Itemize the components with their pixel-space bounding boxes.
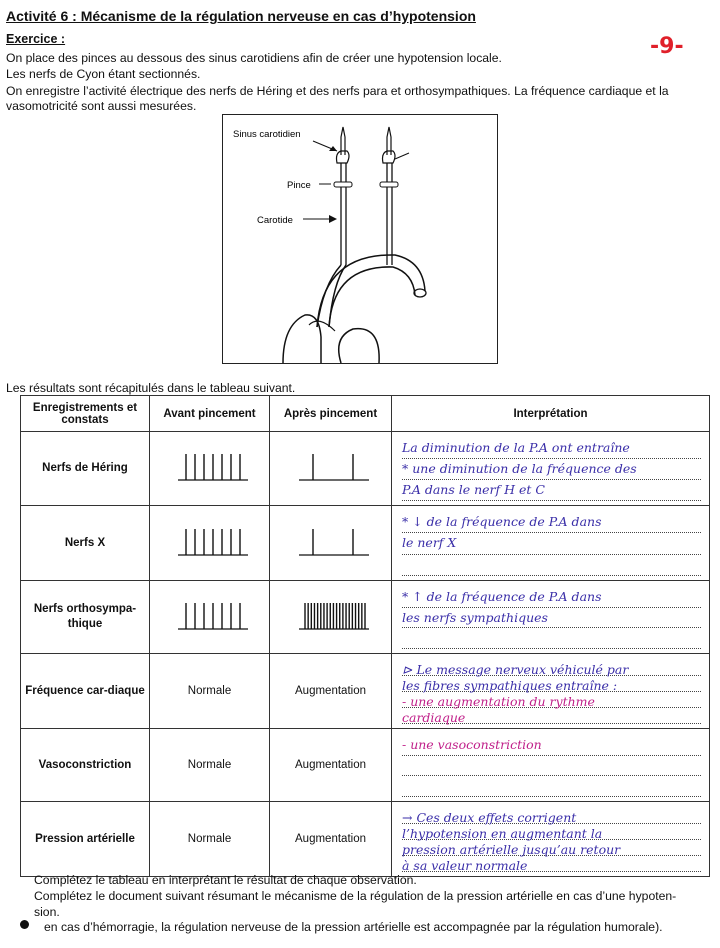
before-value: Normale	[187, 759, 232, 771]
after-spike-train	[281, 444, 381, 490]
page-number: -9-	[650, 34, 684, 59]
handwritten-answer: → Ces deux effets corrigent	[402, 810, 577, 825]
answer-line	[402, 500, 701, 501]
table-row	[21, 432, 710, 506]
table-row	[21, 729, 710, 802]
answer-line	[402, 532, 701, 533]
label-carotide: Carotide	[257, 215, 293, 226]
page-title: Activité 6 : Mécanisme de la régulation nerveuse en cas d’hypotension	[6, 8, 476, 24]
after-cell	[270, 432, 392, 506]
row-label: Vasoconstriction	[21, 729, 150, 802]
after-value: Augmentation	[295, 833, 366, 845]
answer-line	[402, 479, 701, 480]
handwritten-answer: * ↑ de la fréquence de P.A dans	[402, 589, 602, 604]
label-pince: Pince	[287, 180, 311, 191]
exercise-line-4: vasomotricité sont aussi mesurées.	[6, 99, 197, 113]
before-value: Normale	[187, 833, 232, 845]
before-cell	[150, 802, 270, 877]
footer-line-1: Complétez le tableau en interprétant le résultat de chaque observation.	[34, 873, 417, 887]
answer-line	[402, 627, 701, 628]
row-label: Nerfs X	[21, 506, 150, 581]
bullet-dot-icon	[20, 920, 29, 929]
results-table	[20, 395, 710, 877]
footer-line-2: Complétez le document suivant résumant le mécanisme de la régulation de la pression artérielle en cas d’une hypoten-	[34, 889, 677, 903]
answer-line	[402, 575, 701, 576]
before-value: Normale	[187, 685, 232, 697]
interpretation-cell	[392, 729, 710, 802]
answer-line	[402, 755, 701, 756]
after-spike-train	[281, 519, 381, 565]
table-row	[21, 802, 710, 877]
before-cell	[150, 729, 270, 802]
after-value: Augmentation	[295, 759, 366, 771]
row-label: Nerfs orthosympa-thique	[21, 581, 150, 654]
handwritten-answer: pression artérielle jusqu’au retour	[402, 842, 621, 857]
handwritten-answer: - une vasoconstriction	[402, 737, 542, 752]
exercise-line-2: Les nerfs de Cyon étant sectionnés.	[6, 67, 201, 81]
exercise-line-3: On enregistre l’activité électrique des nerfs de Héring et des nerfs para et orthosympathiques. La fréquence cardiaque et la	[6, 84, 669, 98]
handwritten-answer: les nerfs sympathiques	[402, 609, 548, 625]
answer-line	[402, 796, 701, 797]
answer-line	[402, 458, 701, 459]
before-spike-train	[160, 444, 260, 490]
answer-line	[402, 607, 701, 608]
results-intro: Les résultats sont récapitulés dans le tableau suivant.	[6, 381, 296, 395]
label-sinus: Sinus carotidien	[233, 129, 301, 140]
header-after: Après pincement	[270, 396, 392, 432]
interpretation-cell	[392, 506, 710, 581]
handwritten-answer: ⊳ Le message nerveux véhiculé par	[402, 662, 629, 677]
answer-line	[402, 648, 701, 649]
before-cell	[150, 654, 270, 729]
row-label: Pression artérielle	[21, 802, 150, 877]
footer-line-3: sion.	[34, 905, 60, 919]
answer-line	[402, 775, 701, 776]
handwritten-answer: le nerf X	[402, 535, 457, 551]
header-before: Avant pincement	[150, 396, 270, 432]
header-interpretation: Interprétation	[392, 396, 710, 432]
before-spike-train	[160, 519, 260, 565]
after-spike-train	[281, 593, 381, 639]
handwritten-answer: - une augmentation du rythme	[402, 694, 595, 709]
after-cell	[270, 729, 392, 802]
row-label: Fréquence car-diaque	[21, 654, 150, 729]
table-header-row	[21, 396, 710, 432]
before-cell	[150, 432, 270, 506]
carotid-figure	[222, 114, 498, 364]
footer-line-4: en cas d’hémorragie, la régulation nerveuse de la pression artérielle est accompagnée par la régulation humorale).	[44, 920, 663, 934]
handwritten-answer: * ↓ de la fréquence de P.A dans	[402, 514, 602, 529]
row-label: Nerfs de Héring	[21, 432, 150, 506]
after-value: Augmentation	[295, 685, 366, 697]
carotid-diagram	[223, 115, 497, 363]
after-cell	[270, 654, 392, 729]
handwritten-answer: les fibres sympathiques entraîne :	[402, 678, 618, 693]
handwritten-answer: cardiaque	[402, 710, 466, 725]
before-cell	[150, 506, 270, 581]
handwritten-answer: * une diminution de la fréquence des	[402, 461, 637, 476]
after-cell	[270, 581, 392, 654]
after-cell	[270, 506, 392, 581]
handwritten-answer: La diminution de la P.A ont entraîne	[402, 440, 630, 455]
table-row	[21, 506, 710, 581]
exercise-label: Exercice :	[6, 32, 66, 46]
handwritten-answer: à sa valeur normale	[402, 858, 528, 873]
interpretation-cell	[392, 581, 710, 654]
interpretation-cell	[392, 432, 710, 506]
exercise-line-1: On place des pinces au dessous des sinus carotidiens afin de créer une hypotension locale.	[6, 51, 502, 65]
after-cell	[270, 802, 392, 877]
table-row	[21, 654, 710, 729]
handwritten-answer: P.A dans le nerf H et C	[402, 482, 545, 497]
interpretation-cell	[392, 654, 710, 729]
answer-line	[402, 554, 701, 555]
header-records: Enregistrements et constats	[21, 396, 150, 432]
before-cell	[150, 581, 270, 654]
handwritten-answer: l’hypotension en augmentant la	[402, 826, 603, 841]
table-row	[21, 581, 710, 654]
interpretation-cell	[392, 802, 710, 877]
before-spike-train	[160, 593, 260, 639]
